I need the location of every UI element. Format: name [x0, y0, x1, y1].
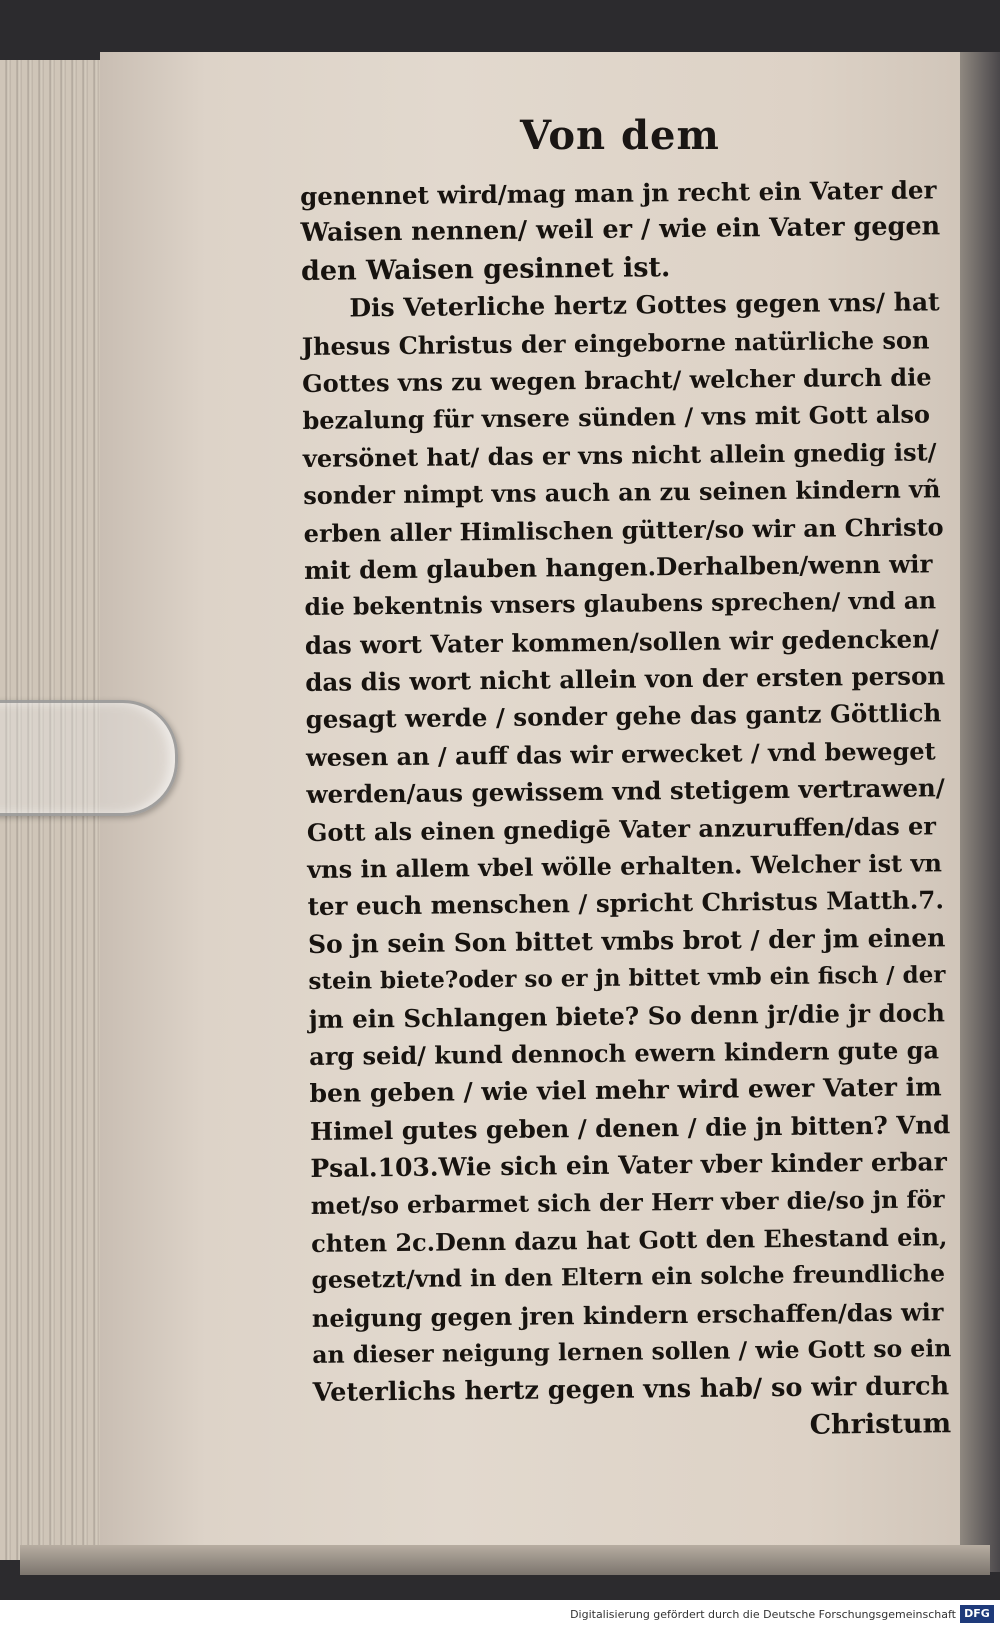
text-line: jm ein Schlangen biete? So denn jr/die jr doch: [308, 997, 946, 1034]
text-line: ter euch menschen / spricht Christus Matth.7.: [307, 885, 945, 922]
text-line: die bekentnis vnsers glaubens sprechen/ vnd an: [304, 586, 937, 622]
text-line: das dis wort nicht allein von der ersten person: [305, 661, 946, 698]
text-line: genennet wird/mag man jn recht ein Vater der: [300, 175, 937, 211]
text-line: gesagt werde / sonder gehe das gantz Göttlich: [305, 698, 942, 735]
text-line: arg seid/ kund dennoch ewern kindern gute ga: [309, 1035, 940, 1071]
text-line: erben aller Himlischen gütter/so wir an Christo: [303, 511, 944, 548]
text-line: chten 2c.Denn dazu hat Gott den Ehestand ein,: [311, 1222, 948, 1258]
body-text: [300, 171, 953, 1449]
text-line: Jhesus Christus der eingeborne natürliche son: [301, 324, 930, 361]
text-line: Dis Veterliche hertz Gottes gegen vns/ hat: [349, 287, 940, 323]
text-line: werden/aus gewissem vnd stetigem vertrawen/: [306, 773, 945, 810]
text-line: versönet hat/ das er vns nicht allein gnedig ist/: [302, 437, 937, 473]
text-line: wesen an / auff das wir erwecket / vnd beweget: [305, 736, 936, 772]
text-line: met/so erbarmet sich der Herr vber die/so jn för: [310, 1184, 945, 1220]
text-line: sonder nimpt vns auch an zu seinen kindern vñ: [303, 474, 941, 511]
text-line: Psal.103.Wie sich ein Vater vber kinder erbar: [310, 1147, 947, 1184]
text-line: vns in allem vbel wölle erhalten. Welcher ist vn: [307, 848, 943, 884]
text-line: das wort Vater kommen/sollen wir gedencken/: [304, 624, 940, 660]
text-line: Gottes vns zu wegen bracht/ welcher durch die: [301, 362, 932, 398]
text-line: an dieser neigung lernen sollen / wie Gott so ein: [312, 1334, 952, 1370]
text-line: Veterlichs hertz gegen vns hab/ so wir durch: [312, 1370, 950, 1408]
page-clip: [0, 700, 178, 816]
footer-bar: [0, 1600, 1000, 1630]
text-line: den Waisen gesinnet ist.: [300, 251, 671, 287]
text-line: Waisen nennen/ weil er / wie ein Vater gegen: [300, 211, 941, 249]
text-line: mit dem glauben hangen.Derhalben/wenn wir: [303, 549, 933, 585]
funding-credit: Digitalisierung gefördert durch die Deutsche Forschungsgemeinschaft: [570, 1608, 956, 1621]
text-line: Himel gutes geben / denen / die jn bitten? Vnd: [309, 1110, 951, 1146]
page-gutter-shadow: [960, 52, 1000, 1572]
dfg-logo: DFG: [960, 1605, 994, 1623]
book-bottom-edge: [20, 1545, 990, 1575]
text-line: bezalung für vnsere sünden / vns mit Gott also: [302, 399, 931, 436]
text-line: So jn sein Son bittet vmbs brot / der jm einen: [307, 923, 946, 959]
catchword: Christum: [809, 1408, 952, 1441]
text-line: gesetzt/vnd in den Eltern ein solche freundliche: [311, 1259, 946, 1295]
text-line: ben geben / wie viel mehr wird ewer Vater im: [309, 1072, 942, 1109]
text-line: neigung gegen jren kindern erschaffen/das wir: [311, 1297, 944, 1333]
text-line: Gott als einen gnedigē Vater anzuruffen/das er: [306, 811, 937, 847]
text-line: stein biete?oder so er jn bittet vmb ein fisch / der: [308, 961, 946, 996]
running-header: Von dem: [520, 112, 720, 159]
